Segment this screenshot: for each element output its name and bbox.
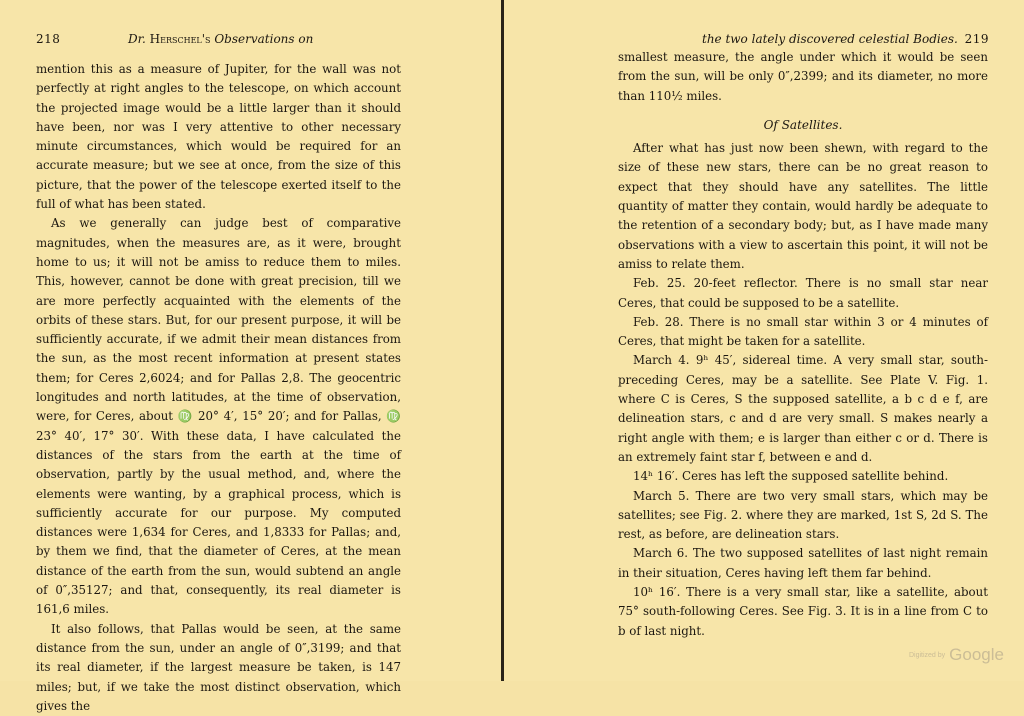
paragraph: Feb. 28. There is no small star within 3 or 4 minutes of Ceres, that might be taken for a satellite. xyxy=(618,314,988,349)
left-page xyxy=(0,0,502,713)
running-title xyxy=(128,29,313,49)
paragraph: It also follows, that Pallas would be seen, at the same distance from the sun, under an angle of 0″,3199; and that its real diameter, if the largest measure be taken, is 147 miles; but, if we take the most distinct observation, which gives the xyxy=(36,621,401,713)
left-page-header xyxy=(36,29,401,49)
running-title: the two lately discovered celestial Bodies. xyxy=(702,32,958,46)
paragraph: March 6. The two supposed satellites of last night remain in their situation, Ceres having left them far behind. xyxy=(618,546,988,580)
digitized-watermark xyxy=(909,645,1004,665)
left-page-body xyxy=(36,60,401,716)
right-page-body xyxy=(618,48,988,641)
right-page-header xyxy=(624,29,989,49)
running-title-name: Herschel's xyxy=(149,32,211,46)
running-title-suffix: Observations on xyxy=(210,32,314,46)
google-logo: Google xyxy=(949,645,1004,664)
paragraph: As we generally can judge best of comparative magnitudes, when the measures are, as it were, brought home to us; it will not be amiss to reduce them to miles. This, however, cannot be done with great precision, till we are more perfectly acquainted with the elements of the orbits of these stars. But, for our present purpose, it will be sufficiently accurate, if we admit their mean distances from the sun, as the most recent information at present states them; for Ceres 2,6024; and for Pallas 2,8. The geocentric longitudes and north latitudes, at the time of observation, were, for Ceres, about ♍ 20° 4′, 15° 20′; and for Pallas, ♍ 23° 40′, 17° 30′. With these data, I have calculated the distances of the stars from the earth at the time of observation, partly by the usual method, and, where the elements were wanting, by a graphical process, which is sufficiently accurate for our purpose. My computed distances were 1,634 for Ceres, and 1,8333 for Pallas; and, by them we find, that the diameter of Ceres, at the mean distance of the earth from the sun, would subtend an angle of 0″,35127; and that, consequently, its real diameter is 161,6 miles. xyxy=(36,216,401,617)
right-page xyxy=(504,0,1024,681)
paragraph: March 5. There are two very small stars, which may be satellites; see Fig. 2. where they are marked, 1st S, 2d S. The rest, as before, are delineation stars. xyxy=(618,488,988,542)
section-title: Of Satellites. xyxy=(763,117,843,132)
paragraph: Feb. 25. 20-feet reflector. There is no small star near Ceres, that could be supposed to be a satellite. xyxy=(618,276,988,310)
page-number: 219 xyxy=(964,32,989,46)
watermark-caption: Digitized by xyxy=(908,651,946,659)
paragraph: smallest measure, the angle under which it would be seen from the sun, will be only 0″,2399; and its diameter, no more than 110½ miles. xyxy=(618,50,988,103)
paragraph: March 4. 9ʰ 45′, sidereal time. A very small star, south-preceding Ceres, may be a satellite. See Plate V. Fig. 1. where C is Ceres, S the supposed satellite, a b c d e f, are delineation stars, c and d are very small. S makes nearly a right angle with them; e is larger than either c or d. There is an extremely faint star f, between e and d. xyxy=(618,353,988,464)
paragraph: 10ʰ 16′. There is a very small star, like a satellite, about 75° south-following Ceres. See Fig. 3. It is in a line from C to b of last night. xyxy=(618,585,988,638)
paragraph: 14ʰ 16′. Ceres has left the supposed satellite behind. xyxy=(633,469,949,484)
paragraph: After what has just now been shewn, with regard to the size of these new stars, there can be no great reason to expect that they should have any satellites. The little quantity of matter they contain, would hardly be adequate to the retention of a secondary body; but, as I have made many observations with a view to ascertain this point, it will not be amiss to relate them. xyxy=(618,141,988,271)
page-number: 218 xyxy=(36,32,61,46)
running-title-prefix: Dr. xyxy=(128,32,150,46)
paragraph: mention this as a measure of Jupiter, for the wall was not perfectly at right angles to the telescope, on which account the projected image would be a little larger than it should have been, nor was I very attentive to other necessary minute circumstances, which would be required for an accurate measure; but we see at once, from the size of this picture, that the power of the telescope exerted itself to the full of what has been stated. xyxy=(36,62,401,212)
